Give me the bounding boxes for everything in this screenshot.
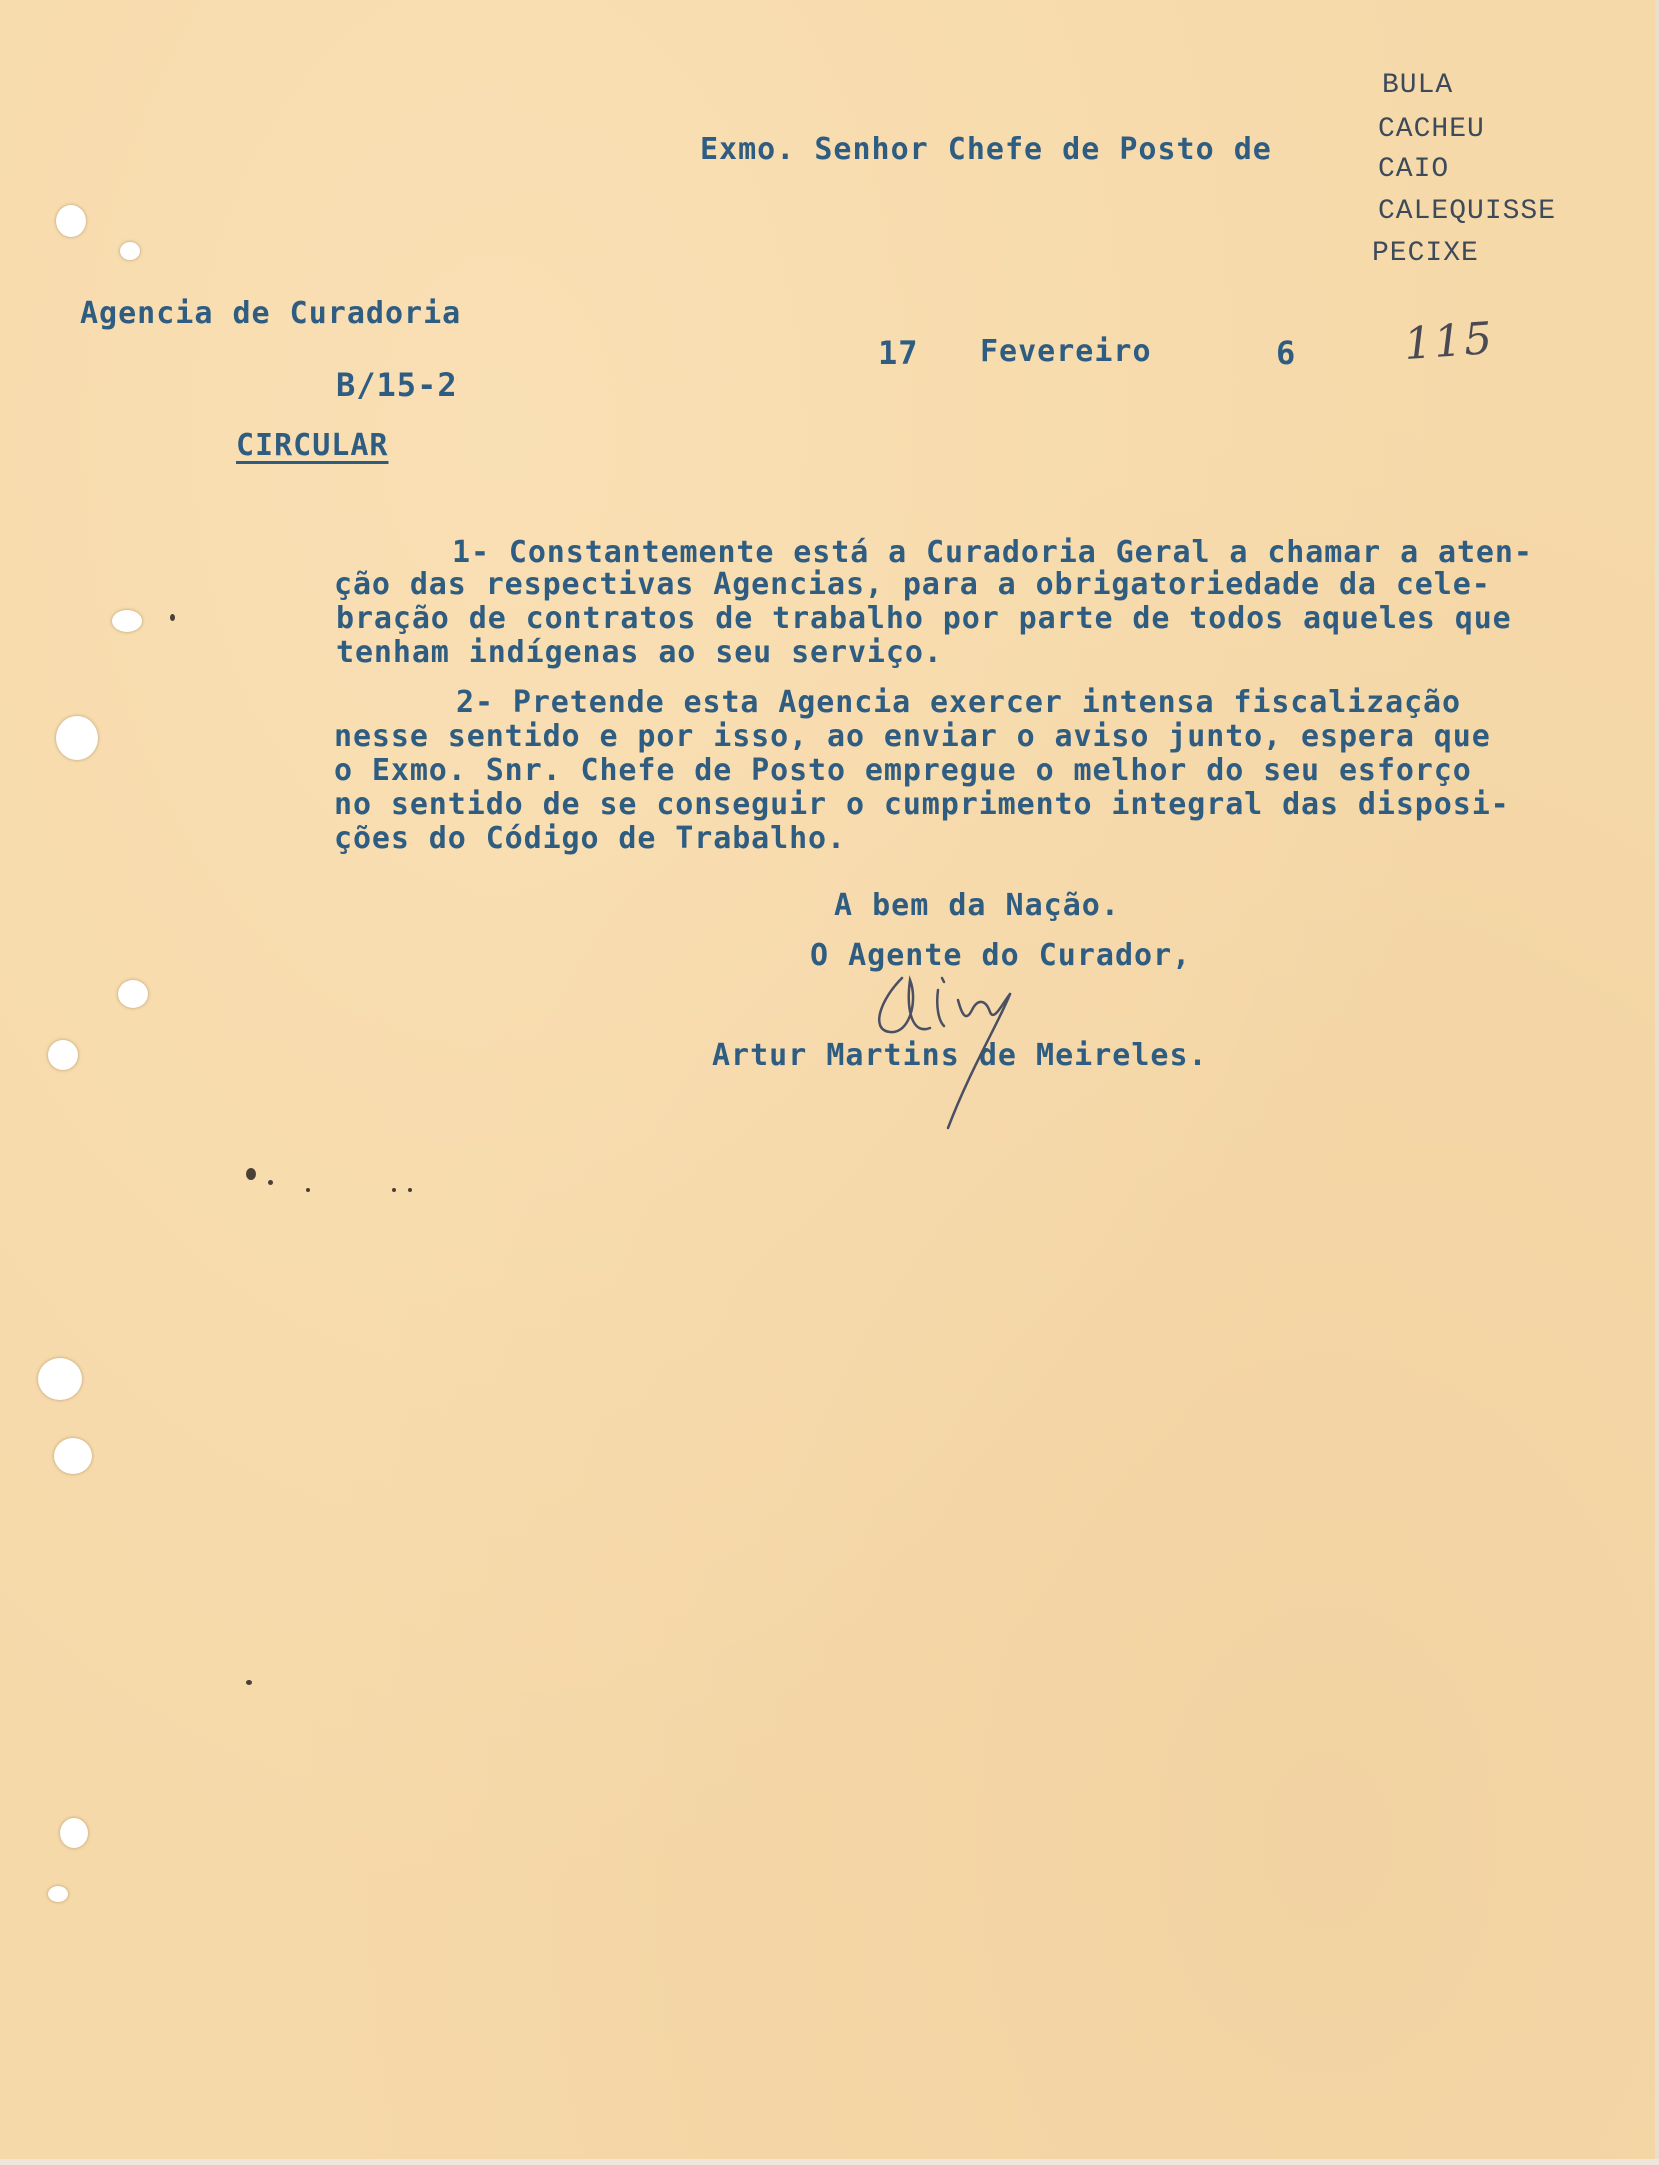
- handwritten-number: 115: [1402, 312, 1496, 371]
- page-edge: [0, 2159, 1659, 2165]
- reference-number: B/15-2: [336, 366, 458, 404]
- addressee: Exmo. Senhor Chefe de Posto de: [700, 132, 1272, 167]
- punch-hole: [120, 242, 140, 260]
- handwritten-signature: [840, 960, 1100, 1140]
- ink-speck: [170, 614, 175, 621]
- punch-hole: [56, 716, 98, 760]
- punch-hole: [48, 1886, 68, 1902]
- paragraph-line: 2- Pretende esta Agencia exercer intensa fiscalização: [456, 685, 1461, 720]
- punch-hole: [54, 1438, 92, 1474]
- post-item: CACHEU: [1378, 114, 1485, 145]
- date-month: Fevereiro: [980, 334, 1152, 369]
- closing-salutation: A bem da Nação.: [834, 888, 1120, 923]
- paragraph-line: nesse sentido e por isso, ao enviar o aviso junto, espera que: [334, 719, 1491, 754]
- paragraph-line: 1- Constantemente está a Curadoria Geral a chamar a aten-: [452, 535, 1533, 570]
- paragraph-line: tenham indígenas ao seu serviço.: [336, 635, 943, 670]
- paragraph-line: ções do Código de Trabalho.: [334, 821, 846, 856]
- post-item: PECIXE: [1372, 238, 1479, 269]
- punch-hole: [118, 980, 148, 1008]
- ink-speck: [408, 1188, 412, 1192]
- page-edge: [1655, 0, 1659, 2165]
- paragraph-line: bração de contratos de trabalho por parte de todos aqueles que: [336, 601, 1512, 636]
- punch-hole: [48, 1040, 78, 1070]
- post-item: CALEQUISSE: [1378, 196, 1557, 227]
- signer-name: Artur Martins de Meireles.: [712, 1038, 1208, 1073]
- punch-hole: [56, 205, 86, 237]
- ink-speck: [306, 1188, 310, 1192]
- punch-hole: [38, 1358, 82, 1400]
- paragraph-line: ção das respectivas Agencias, para a obrigatoriedade da cele-: [334, 567, 1491, 602]
- ink-speck: [246, 1680, 252, 1685]
- date-year: 6: [1276, 334, 1297, 372]
- punch-hole: [60, 1818, 88, 1848]
- ink-speck: [392, 1188, 396, 1192]
- signer-title: O Agente do Curador,: [810, 938, 1192, 973]
- post-item: CAIO: [1378, 154, 1450, 185]
- sender-office: Agencia de Curadoria: [80, 296, 462, 331]
- ink-speck: [246, 1168, 256, 1180]
- ink-speck: [268, 1180, 273, 1185]
- date-day: 17: [878, 334, 919, 372]
- punch-hole: [112, 610, 142, 632]
- post-item: BULA: [1382, 70, 1454, 101]
- circular-heading: CIRCULAR: [236, 428, 389, 463]
- paragraph-line: o Exmo. Snr. Chefe de Posto empregue o melhor do seu esforço: [334, 753, 1472, 788]
- paragraph-line: no sentido de se conseguir o cumprimento integral das disposi-: [334, 787, 1510, 822]
